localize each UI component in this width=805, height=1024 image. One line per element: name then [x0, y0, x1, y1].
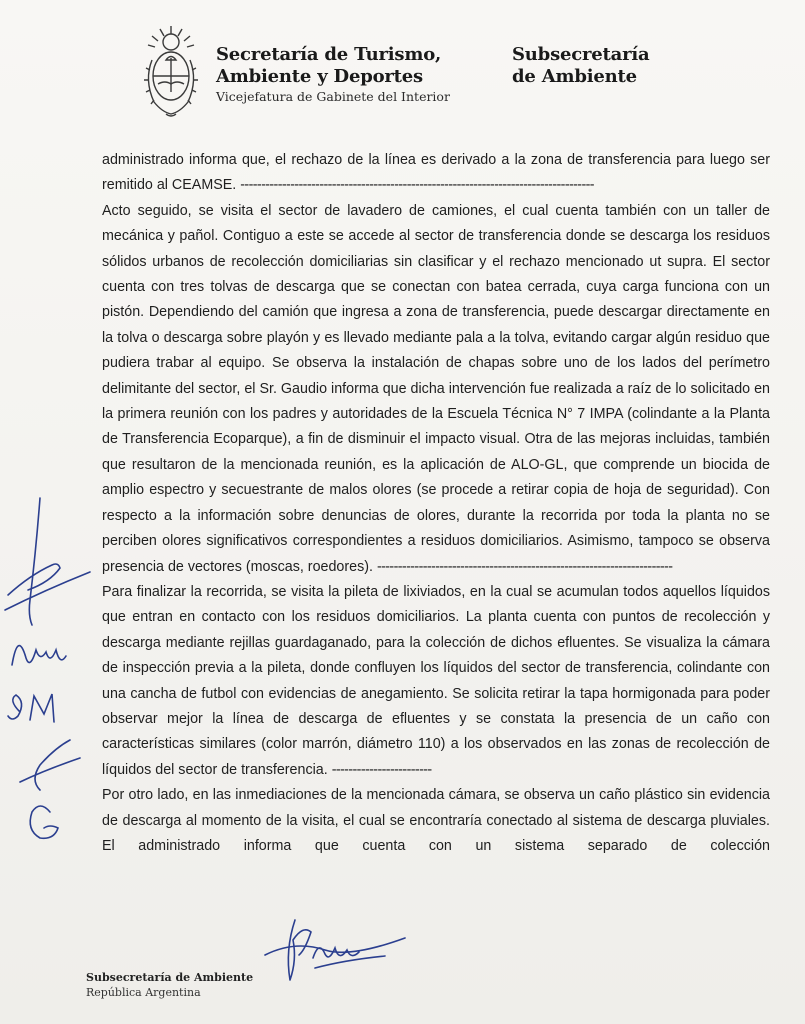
- margin-initials-handwriting: [0, 490, 100, 870]
- vicejefatura-subtitle: Vicejefatura de Gabinete del Interior: [216, 89, 450, 104]
- footer-subtitle: República Argentina: [86, 986, 201, 999]
- letterhead: [138, 20, 778, 120]
- paragraph-1-text: administrado informa que, el rechazo de la línea es derivado a la zona de transferencia para luego ser remitido al CEAMSE.: [102, 152, 770, 194]
- paragraph-3: [102, 580, 770, 783]
- dash-filler: -------------------------------------------------------------------------------------: [240, 177, 594, 194]
- document-body: [102, 148, 770, 859]
- paragraph-1: [102, 148, 770, 199]
- paragraph-4: Por otro lado, en las inmediaciones de la mencionada cámara, se observa un caño plástico sin evidencia de descarga al momento de la visita, el cual se encontraría conectado al sistema de descarga pluviales. El administrado informa que cuenta con un sistema separado de colección: [102, 787, 770, 854]
- dash-filler: ------------------------: [331, 761, 432, 778]
- subsecretaria-title-block: [512, 44, 650, 88]
- secretaria-title-line-2: Ambiente y Deportes: [216, 66, 423, 87]
- paragraph-2: [102, 199, 770, 580]
- paragraph-3-text: Para finalizar la recorrida, se visita la pileta de lixiviados, en la cual se acumulan todos aquellos líquidos que entran en contacto con los residuos domiciliarios. La planta cuenta con puntos de recolección y descarga mediante rejillas guardaganado, para la colección de dichos efluentes. Se visualiza la cámara de inspección previa a la pileta, donde confluyen los líquidos del sector de transferencia, colindante con una cancha de futbol con evidencias de anegamiento. Se solicita retirar la tapa hormigonada para poder observar mejor la línea de descarga de efluentes y se constata la presencia de un caño con características similares (color marrón, diámetro 110) a los observados en las zonas de recolección de líquidos del sector de transferencia.: [102, 583, 770, 778]
- footer-title: Subsecretaría de Ambiente: [86, 971, 254, 984]
- secretaria-title-line-1: Secretaría de Turismo,: [216, 44, 442, 65]
- signature-scribble: [255, 910, 415, 990]
- subsecretaria-title-line-1: Subsecretaría: [512, 44, 650, 65]
- paragraph-2-text: Acto seguido, se visita el sector de lavadero de camiones, el cual cuenta también con un taller de mecánica y pañol. Contiguo a este se accede al sector de transferencia donde se descarga los residuos sólidos urbanos de recolección domiciliarias sin clasificar y el rechazo mencionado ut supra. El sector cuenta con tres tolvas de descarga que se conectan con batea cerrada, cuya carga funciona con un pistón. Dependiendo del camión que ingresa a zona de transferencia, puede descargar directamente en la tolva o descarga sobre playón y es llevado mediante pala a la tolva, evitando cargar algún residuo que pudiera trabar al equipo. Se observa la instalación de chapas sobre uno de los lados del perímetro delimitante del sector, el Sr. Gaudio informa que dicha intervención fue realizada a raíz de lo solicitado en la primera reunión con los padres y autoridades de la Escuela Técnica N° 7 IMPA (colindante a la Planta de Transferencia Ecoparque), a fin de disminuir el impacto visual. Otra de las mejoras incluidas, también que resultaron de la mencionada reunión, es la aplicación de ALO-GL, que comprende un biocida de amplio espectro y secuestrante de malos olores (se procede a retirar copia de hoja de seguridad). Con respecto a la información sobre denuncias de olores, durante la recorrida por toda la planta no se perciben olores significativos correspondientes a residuos domiciliarios. Asimismo, tampoco se observa presencia de vectores (moscas, roedores).: [102, 202, 770, 575]
- subsecretaria-title-line-2: de Ambiente: [512, 66, 637, 87]
- secretaria-title-block: [216, 44, 450, 106]
- footer: [86, 970, 253, 1000]
- dash-filler: -----------------------------------------------------------------------: [376, 558, 673, 575]
- argentine-coat-of-arms-icon: [138, 20, 204, 120]
